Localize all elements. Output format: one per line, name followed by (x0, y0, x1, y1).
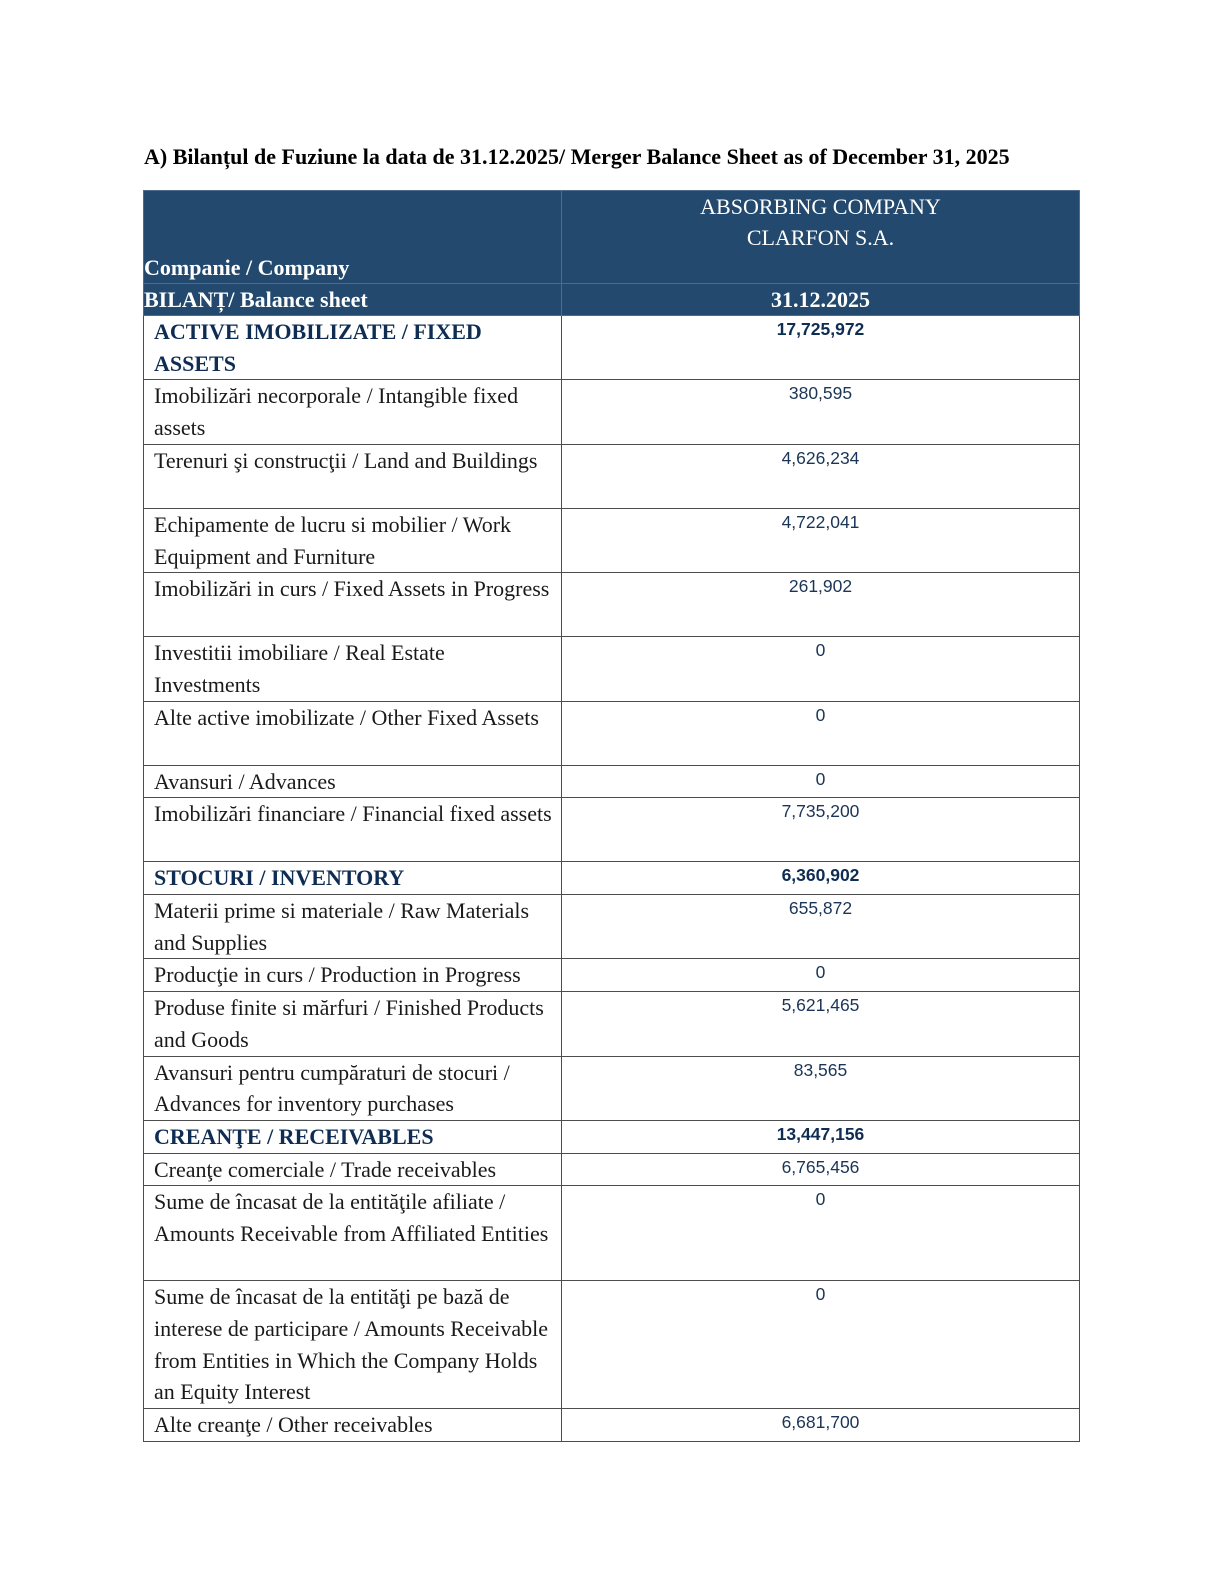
table-row (144, 1409, 1080, 1442)
row-value: 0 (815, 1284, 826, 1305)
row-label-cell (144, 637, 562, 701)
table-row (144, 701, 1080, 765)
row-label-cell (144, 992, 562, 1056)
row-value: 13,447,156 (776, 1123, 865, 1144)
date-cell (562, 284, 1080, 316)
row-label-cell (144, 508, 562, 572)
row-value-cell (562, 701, 1080, 765)
row-value-cell (562, 862, 1080, 895)
section-row (144, 862, 1080, 895)
row-value-cell (562, 1281, 1080, 1409)
row-label-cell (144, 380, 562, 444)
table-row (144, 444, 1080, 508)
row-label: Alte active imobilizate / Other Fixed Assets (154, 704, 539, 730)
row-label: Producţie in curs / Production in Progress (154, 962, 521, 988)
company-label-cell (144, 191, 562, 284)
row-value-cell (562, 637, 1080, 701)
row-value: 0 (815, 704, 826, 725)
row-label-cell (144, 316, 562, 380)
row-label: Alte creanţe / Other receivables (154, 1412, 433, 1438)
header-row-balance (144, 284, 1080, 316)
row-label-cell (144, 1281, 562, 1409)
table-row (144, 508, 1080, 572)
row-value: 0 (815, 962, 826, 983)
row-value-cell (562, 798, 1080, 862)
row-value-cell (562, 765, 1080, 798)
table-row (144, 1186, 1080, 1281)
section-row (144, 316, 1080, 380)
row-value: 0 (815, 1189, 826, 1210)
balance-label: BILANȚ/ Balance sheet (144, 287, 368, 312)
row-label: Avansuri / Advances (154, 768, 336, 794)
table-row (144, 992, 1080, 1056)
row-value-cell (562, 1120, 1080, 1153)
row-label: Sume de încasat de la entităţi pe bază de interese de participare / Amounts Receivable from Entities in Which the Company Holds an Equity Interest (154, 1284, 549, 1405)
row-label-cell (144, 1120, 562, 1153)
row-value-cell (562, 959, 1080, 992)
row-label: CREANŢE / RECEIVABLES (154, 1123, 434, 1149)
row-value: 655,872 (788, 898, 853, 919)
row-value: 83,565 (793, 1059, 848, 1080)
row-label: Materii prime si materiale / Raw Materials and Supplies (154, 898, 530, 955)
row-label-cell (144, 765, 562, 798)
row-label-cell (144, 1409, 562, 1442)
table-row (144, 798, 1080, 862)
table-row (144, 1153, 1080, 1186)
balance-label-cell (144, 284, 562, 316)
row-value-cell (562, 316, 1080, 380)
row-label-cell (144, 1186, 562, 1281)
table-row (144, 765, 1080, 798)
row-label: Imobilizări in curs / Fixed Assets in Progress (154, 576, 550, 602)
row-value: 6,360,902 (781, 865, 860, 886)
row-label-cell (144, 444, 562, 508)
header-row-company (144, 191, 1080, 284)
row-label: Creanţe comerciale / Trade receivables (154, 1156, 497, 1182)
section-row (144, 1120, 1080, 1153)
row-value-cell (562, 444, 1080, 508)
table-row (144, 895, 1080, 959)
row-value: 5,621,465 (781, 995, 860, 1016)
row-value: 4,626,234 (781, 447, 860, 468)
date-label: 31.12.2025 (771, 287, 870, 312)
row-value: 6,765,456 (781, 1156, 860, 1177)
row-value: 0 (815, 768, 826, 789)
row-value: 261,902 (788, 576, 853, 597)
row-value: 6,681,700 (781, 1412, 860, 1433)
balance-sheet-table (143, 190, 1080, 1442)
row-label-cell (144, 1153, 562, 1186)
row-label-cell (144, 959, 562, 992)
row-label-cell (144, 701, 562, 765)
table-row (144, 1281, 1080, 1409)
row-label-cell (144, 573, 562, 637)
row-value-cell (562, 1153, 1080, 1186)
row-value-cell (562, 895, 1080, 959)
row-label: Avansuri pentru cumpăraturi de stocuri / Advances for inventory purchases (154, 1059, 510, 1117)
row-value-cell (562, 573, 1080, 637)
row-label: ACTIVE IMOBILIZATE / FIXED ASSETS (154, 319, 482, 376)
company-name-line2: CLARFON S.A. (746, 225, 895, 250)
row-label: Terenuri şi construcţii / Land and Buildings (154, 447, 538, 473)
company-label: Companie / Company (144, 255, 350, 280)
row-value: 17,725,972 (776, 319, 865, 339)
table-row (144, 959, 1080, 992)
table-row (144, 1056, 1080, 1120)
row-value: 4,722,041 (781, 511, 860, 532)
row-label-cell (144, 895, 562, 959)
row-label-cell (144, 1056, 562, 1120)
row-label: STOCURI / INVENTORY (154, 865, 405, 891)
row-label: Imobilizări necorporale / Intangible fixed assets (154, 383, 519, 441)
row-label-cell (144, 862, 562, 895)
row-value-cell (562, 1186, 1080, 1281)
row-value: 380,595 (788, 383, 853, 404)
row-value-cell (562, 1409, 1080, 1442)
row-label: Echipamente de lucru si mobilier / Work Equipment and Furniture (154, 511, 512, 569)
row-label-cell (144, 798, 562, 862)
table-row (144, 380, 1080, 444)
row-value-cell (562, 1056, 1080, 1120)
table-row (144, 637, 1080, 701)
row-label: Produse finite si mărfuri / Finished Products and Goods (154, 995, 544, 1052)
row-value-cell (562, 380, 1080, 444)
row-value: 0 (815, 640, 826, 661)
row-value-cell (562, 508, 1080, 572)
row-label: Investitii imobiliare / Real Estate Investments (154, 640, 445, 697)
row-value: 7,735,200 (781, 801, 860, 822)
row-label: Sume de încasat de la entităţile afiliate / Amounts Receivable from Affiliated Entities (154, 1189, 549, 1247)
row-label: Imobilizări financiare / Financial fixed assets (154, 801, 552, 827)
company-name-cell (562, 191, 1080, 284)
page-title: A) Bilanțul de Fuziune la data de 31.12.2025/ Merger Balance Sheet as of December 31, 2025 (144, 144, 1010, 169)
company-name-line1: ABSORBING COMPANY (700, 194, 941, 219)
table-row (144, 573, 1080, 637)
row-value-cell (562, 992, 1080, 1056)
